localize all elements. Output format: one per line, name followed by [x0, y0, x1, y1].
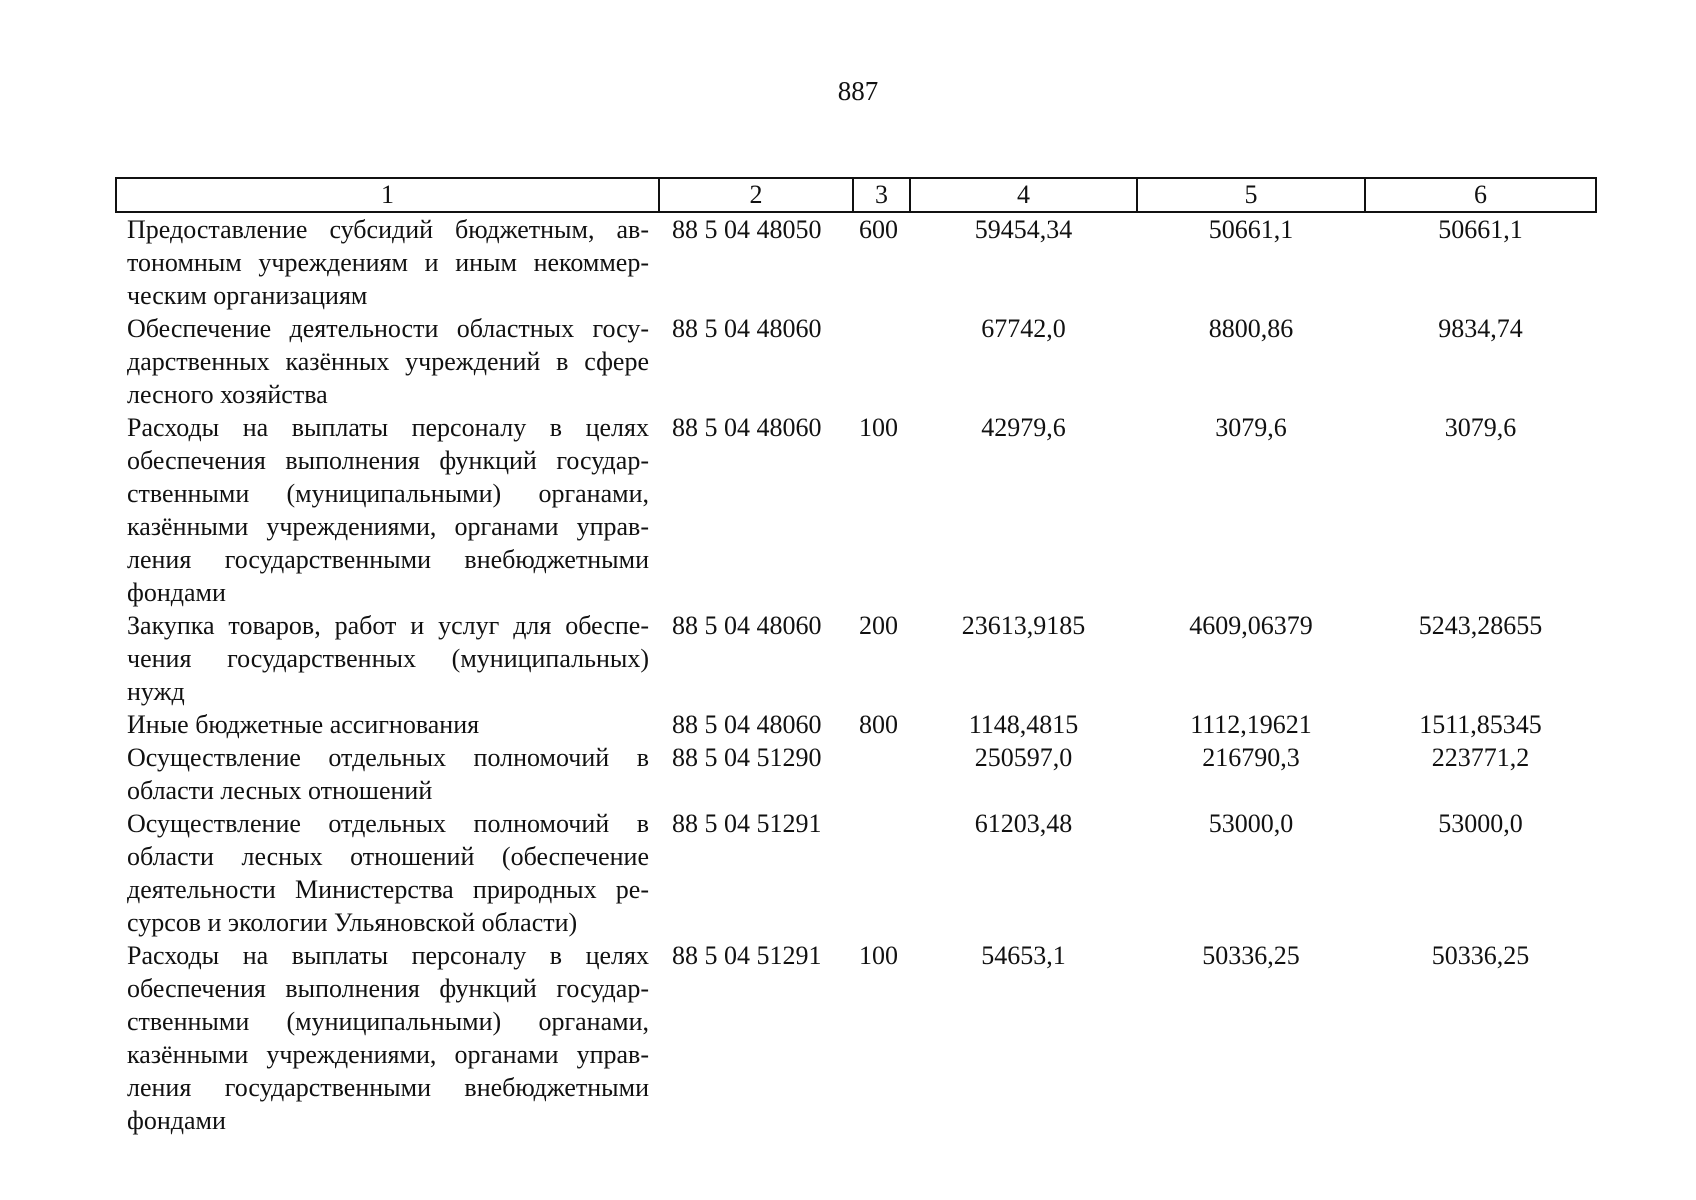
- row-expense-type: [853, 312, 910, 411]
- row-name: Осуществление отдельных полномочий в области лесных отношений (обеспечение деятельности Министерства природных ресурсов и экологии Ульяновской области): [127, 809, 649, 937]
- table-row: [116, 212, 1596, 312]
- row-value-col4: 23613,9185: [961, 611, 1086, 640]
- header-row: [116, 178, 1596, 212]
- row-value-col4: 54653,1: [981, 941, 1066, 970]
- row-value-col4: 59454,34: [974, 215, 1073, 244]
- row-value-col6: 5243,28655: [1418, 611, 1543, 640]
- table-row: [116, 807, 1596, 939]
- column-header-3: 3: [853, 178, 910, 212]
- row-value-col5: 216790,3: [1202, 743, 1300, 772]
- page-number: 887: [837, 76, 879, 106]
- row-value-col4: 67742,0: [981, 314, 1066, 343]
- table-row: [116, 312, 1596, 411]
- row-value-col5: 4609,06379: [1189, 611, 1313, 640]
- row-expense-type: 100: [859, 413, 898, 442]
- row-value-col4: 1148,4815: [968, 710, 1079, 739]
- table-row: [116, 708, 1596, 741]
- row-expense-type: 600: [859, 215, 898, 244]
- table-row: [116, 411, 1596, 609]
- row-code: 88 5 04 51290: [672, 743, 822, 772]
- column-header-1: 1: [116, 178, 659, 212]
- row-code: 88 5 04 48060: [672, 710, 822, 739]
- row-code: 88 5 04 48050: [672, 215, 822, 244]
- row-value-col5: 3079,6: [1215, 413, 1287, 442]
- row-value-col6: 50661,1: [1438, 215, 1523, 244]
- row-value-col4: 250597,0: [974, 743, 1073, 772]
- row-code: 88 5 04 48060: [672, 314, 822, 343]
- column-header-2: 2: [659, 178, 853, 212]
- row-value-col6: 53000,0: [1438, 809, 1523, 838]
- table-row: [116, 609, 1596, 708]
- row-expense-type: 100: [859, 941, 898, 970]
- row-name: Обеспечение деятельности областных государственных казённых учреждений в сфере лесного хозяйства: [127, 314, 649, 409]
- row-value-col5: 50336,25: [1202, 941, 1300, 970]
- row-code: 88 5 04 48060: [672, 611, 822, 640]
- row-value-col5: 53000,0: [1208, 809, 1294, 838]
- row-name: Иные бюджетные ассигнования: [127, 710, 480, 739]
- row-name: Осуществление отдельных полномочий в области лесных отношений: [127, 743, 649, 805]
- column-header-4: 4: [910, 178, 1137, 212]
- row-value-col4: 42979,6: [981, 413, 1066, 442]
- row-name: Расходы на выплаты персоналу в целях обеспечения выполнения функций государственными (муниципальными) органами, казёнными учреждениями, органами управления государственными внебюджетными фондами: [127, 413, 649, 607]
- column-header-5: 5: [1137, 178, 1365, 212]
- row-name: Предоставление субсидий бюджетным, автономным учреждениям и иным некоммерческим организациям: [127, 215, 649, 310]
- row-value-col6: 223771,2: [1431, 743, 1530, 772]
- row-value-col4: 61203,48: [974, 809, 1073, 838]
- row-value-col6: 3079,6: [1444, 413, 1517, 442]
- row-value-col5: 1112,19621: [1190, 710, 1312, 739]
- table-row: [116, 741, 1596, 807]
- row-value-col5: 50661,1: [1208, 215, 1294, 244]
- table-row: [116, 939, 1596, 1137]
- row-value-col6: 50336,25: [1431, 941, 1530, 970]
- row-name: Расходы на выплаты персоналу в целях обеспечения выполнения функций государственными (муниципальными) органами, казёнными учреждениями, органами управления государственными внебюджетными фондами: [127, 941, 649, 1135]
- row-name: Закупка товаров, работ и услуг для обеспечения государственных (муниципальных) нужд: [127, 611, 649, 706]
- row-code: 88 5 04 51291: [672, 941, 822, 970]
- row-expense-type: [853, 807, 910, 939]
- row-expense-type: 800: [859, 710, 898, 739]
- row-value-col6: 1511,85345: [1419, 710, 1542, 739]
- row-value-col5: 8800,86: [1208, 314, 1294, 343]
- row-expense-type: [853, 741, 910, 807]
- row-expense-type: 200: [859, 611, 898, 640]
- row-code: 88 5 04 48060: [672, 413, 822, 442]
- column-header-6: 6: [1365, 178, 1596, 212]
- row-code: 88 5 04 51291: [672, 809, 822, 838]
- row-value-col6: 9834,74: [1438, 314, 1523, 343]
- budget-table: [115, 177, 1597, 1137]
